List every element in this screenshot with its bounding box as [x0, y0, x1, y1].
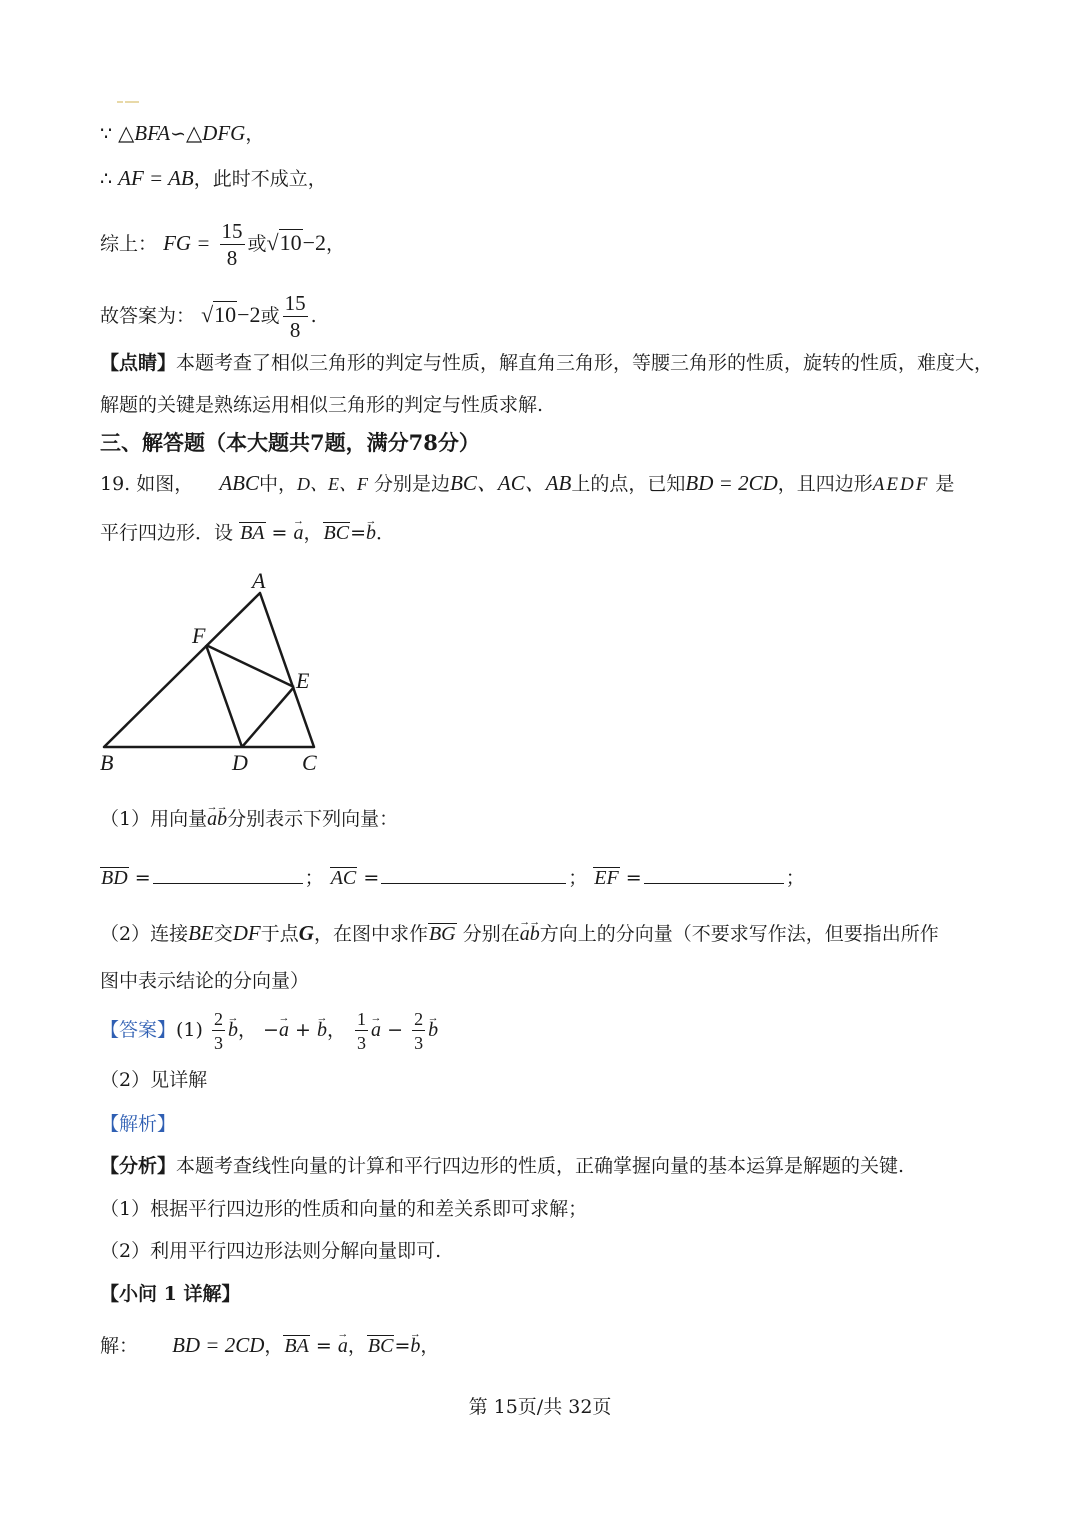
label-f: F — [192, 623, 206, 648]
answer-blank-ac[interactable] — [381, 883, 566, 884]
scan-mark — [117, 86, 143, 89]
section-heading: 三、解答题（本大题共7题，满分78分） — [100, 430, 480, 455]
fraction-2-3: $\frac{2}{3}$ — [414, 1009, 424, 1053]
therefore-symbol: ∴ — [100, 168, 113, 190]
analysis-tag: 【解析】 — [100, 1113, 177, 1135]
label-b: B — [100, 750, 114, 775]
vector-ba: BA — [240, 522, 265, 544]
label-e: E — [296, 668, 310, 693]
line-final-answer: 故答案为： √10−2或 $\frac{15}{8}$ . — [100, 291, 317, 342]
vector-bc: BC — [367, 1335, 394, 1357]
triangle-bfa: △BFA — [118, 121, 171, 145]
fraction-1-3: $\frac{1}{3}$ — [357, 1009, 367, 1053]
fraction-15-8: $\frac{15}{8}$ — [221, 219, 243, 270]
question-2-line-2: 图中表示结论的分向量） — [100, 970, 310, 992]
triangle-abc: ABC — [219, 471, 259, 495]
fg-label: FG = — [163, 231, 211, 255]
segment-de — [242, 687, 294, 747]
fraction-15-8: $\frac{15}{8}$ — [284, 291, 306, 342]
label-a: A — [252, 568, 266, 593]
triangle-figure — [90, 565, 350, 780]
answer-blank-bd[interactable] — [153, 883, 303, 884]
problem-19-line-2: 平行四边形．设 BA = → a，BC=→ b． — [100, 520, 395, 546]
triangle-abc-shape — [104, 593, 314, 747]
line-summary: 综上： FG = $\frac{15}{8}$ 或√10−2， — [100, 219, 346, 270]
comment-line-2: 解题的关键是熟练运用相似三角形的判定与性质求解. — [100, 394, 544, 416]
comment-line-1: 【点睛】本题考查了相似三角形的判定与性质，解直角三角形，等腰三角形的性质，旋转的性质，难度大， — [100, 352, 994, 374]
vector-a: → a — [294, 520, 304, 546]
solution-line: 解： BD = 2CD，BA = → a，BC=→ b， — [100, 1332, 439, 1359]
analysis-step-1: （1）根据平行四边形的性质和向量的和差关系即可求解； — [100, 1198, 588, 1220]
page-footer: 第 15页/共 32页 — [468, 1396, 612, 1418]
vector-ef: EF — [594, 867, 619, 889]
similar-symbol: ∽ — [170, 123, 186, 145]
bd-2cd: BD = 2CD — [685, 471, 778, 495]
fraction-2-3: $\frac{2}{3}$ — [213, 1009, 223, 1053]
label-d: D — [232, 750, 248, 775]
vector-ac: AC — [330, 867, 357, 889]
vector-bd: BD — [101, 867, 128, 889]
sqrt-10: √10 — [266, 230, 302, 255]
af-equals-ab: AF = AB — [118, 166, 194, 190]
question-2-line-1: （2）连接BE交DF于点G，在图中求作BG 分别在→ a→ b方向上的分向量（不要求写作法，但要指出所作 — [100, 920, 939, 947]
vector-bg: BG — [428, 923, 456, 945]
answer-blank-ef[interactable] — [644, 883, 784, 884]
answer-tag: 【答案】 — [100, 1019, 177, 1041]
question-1-blanks: BD = ； AC = ； EF = ； — [101, 867, 805, 889]
problem-19-line-1: 19. 如图， ABC中，D、E、F 分别是边BC、AC、AB上的点，已知BD = 2CD，且四边形AEDF 是 — [100, 471, 955, 495]
comment-tag: 【点睛】 — [100, 352, 177, 374]
answer-part-2: （2）见详解 — [100, 1069, 208, 1091]
vector-ba: BA — [284, 1335, 309, 1357]
sqrt-10: √10 — [201, 302, 237, 327]
line-similar: ∵ △BFA∽△DFG， — [100, 121, 265, 145]
sub-question-1-tag: 【小问 1 详解】 — [100, 1283, 241, 1305]
label-c: C — [302, 750, 317, 775]
answer-line: 【答案】(1) $\frac{2}{3}$ → b， −→ a + → b， $\frac{1}{3}$ → a − $\frac{2}{3}$ → b — [100, 1005, 438, 1055]
triangle-dfg: △DFG — [186, 121, 246, 145]
question-1: （1）用向量→ a→ b分别表示下列向量： — [100, 806, 398, 832]
analysis-fenxi: 【分析】本题考查线性向量的计算和平行四边形的性质，正确掌握向量的基本运算是解题的关键. — [100, 1155, 905, 1177]
line-af-ab: ∴ AF = AB，此时不成立， — [100, 166, 327, 190]
since-symbol: ∵ — [100, 123, 113, 145]
vector-bc: BC — [323, 522, 350, 544]
bd-2cd: BD = 2CD — [172, 1333, 265, 1357]
vector-b: → b — [366, 520, 376, 546]
analysis-step-2: （2）利用平行四边形法则分解向量即可. — [100, 1240, 442, 1262]
